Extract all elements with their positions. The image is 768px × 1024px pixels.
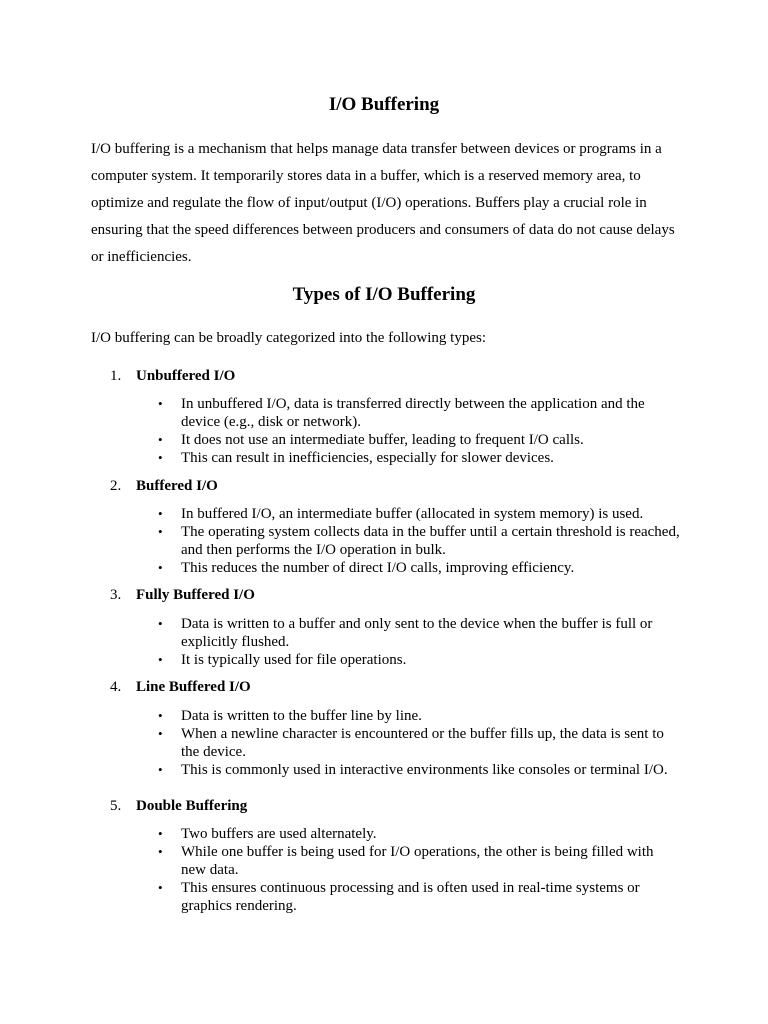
bullet-icon: • (158, 616, 163, 631)
type-number: 1. (110, 368, 122, 384)
bullet-icon: • (158, 762, 163, 777)
bullet-list (0, 395, 768, 467)
type-name: Double Buffering (136, 798, 248, 814)
bullet-icon: • (158, 450, 163, 465)
bullet-item (0, 825, 681, 843)
bullet-icon: • (158, 396, 163, 411)
bullet-item (0, 707, 681, 725)
bullet-text: This ensures continuous processing and is often used in real-time systems or graphics rendering. (181, 880, 640, 914)
bullet-text: This can result in inefficiencies, especially for slower devices. (181, 450, 554, 466)
type-number: 5. (110, 798, 122, 814)
bullet-item (0, 879, 681, 915)
bullet-text: This is commonly used in interactive environments like consoles or terminal I/O. (181, 762, 668, 778)
type-number: 3. (110, 587, 122, 603)
bullet-item (0, 651, 681, 669)
bullet-text: While one buffer is being used for I/O operations, the other is being filled with new data. (181, 844, 654, 878)
bullet-text: Data is written to the buffer line by line. (181, 708, 422, 724)
bullet-list (0, 707, 768, 779)
intro-paragraph: I/O buffering is a mechanism that helps manage data transfer between devices or programs in a computer system. It temporarily stores data in a buffer, which is a reserved memory area, to optimize and regulate the flow of input/output (I/O) operations. Buffers play a crucial role in ensuring that the speed differences between producers and consumers of data do not cause delays or inefficiencies. (91, 141, 675, 265)
bullet-item (0, 523, 681, 559)
bullet-icon: • (158, 708, 163, 723)
bullet-text: It is typically used for file operations. (181, 652, 407, 668)
bullet-list (0, 505, 768, 577)
bullet-icon: • (158, 880, 163, 895)
bullet-icon: • (158, 506, 163, 521)
bullet-text: This reduces the number of direct I/O calls, improving efficiency. (181, 560, 575, 576)
bullet-text: When a newline character is encountered or the buffer fills up, the data is sent to the device. (181, 726, 664, 760)
bullet-icon: • (158, 726, 163, 741)
bullet-icon: • (158, 524, 163, 539)
type-name: Fully Buffered I/O (136, 587, 255, 603)
bullet-text: In buffered I/O, an intermediate buffer (allocated in system memory) is used. (181, 506, 644, 522)
document-title: I/O Buffering (328, 94, 440, 115)
bullet-icon: • (158, 826, 163, 841)
bullet-icon: • (158, 560, 163, 575)
bullet-item (0, 761, 681, 779)
type-number: 4. (110, 679, 122, 695)
lead-paragraph: I/O buffering can be broadly categorized into the following types: (91, 330, 487, 346)
type-name: Unbuffered I/O (136, 368, 236, 384)
bullet-list (0, 615, 768, 669)
type-number: 2. (110, 478, 122, 494)
bullet-icon: • (158, 652, 163, 667)
bullet-item (0, 505, 681, 523)
bullet-item (0, 725, 681, 761)
bullet-text: In unbuffered I/O, data is transferred directly between the application and the device (e.g., disk or network). (181, 396, 645, 430)
bullet-list (0, 825, 768, 915)
bullet-text: Data is written to a buffer and only sent to the device when the buffer is full or explicitly flushed. (181, 616, 653, 650)
bullet-text: Two buffers are used alternately. (181, 826, 377, 842)
type-name: Buffered I/O (136, 478, 218, 494)
section-title: Types of I/O Buffering (292, 284, 476, 305)
bullet-item (0, 395, 681, 431)
bullet-text: The operating system collects data in the buffer until a certain threshold is reached, and then performs the I/O operation in bulk. (181, 524, 680, 558)
bullet-item (0, 843, 681, 879)
bullet-item (0, 431, 681, 449)
bullet-item (0, 615, 681, 651)
bullet-item (0, 559, 681, 577)
bullet-icon: • (158, 844, 163, 859)
bullet-text: It does not use an intermediate buffer, leading to frequent I/O calls. (181, 432, 584, 448)
bullet-item (0, 449, 681, 467)
bullet-icon: • (158, 432, 163, 447)
type-name: Line Buffered I/O (136, 679, 251, 695)
